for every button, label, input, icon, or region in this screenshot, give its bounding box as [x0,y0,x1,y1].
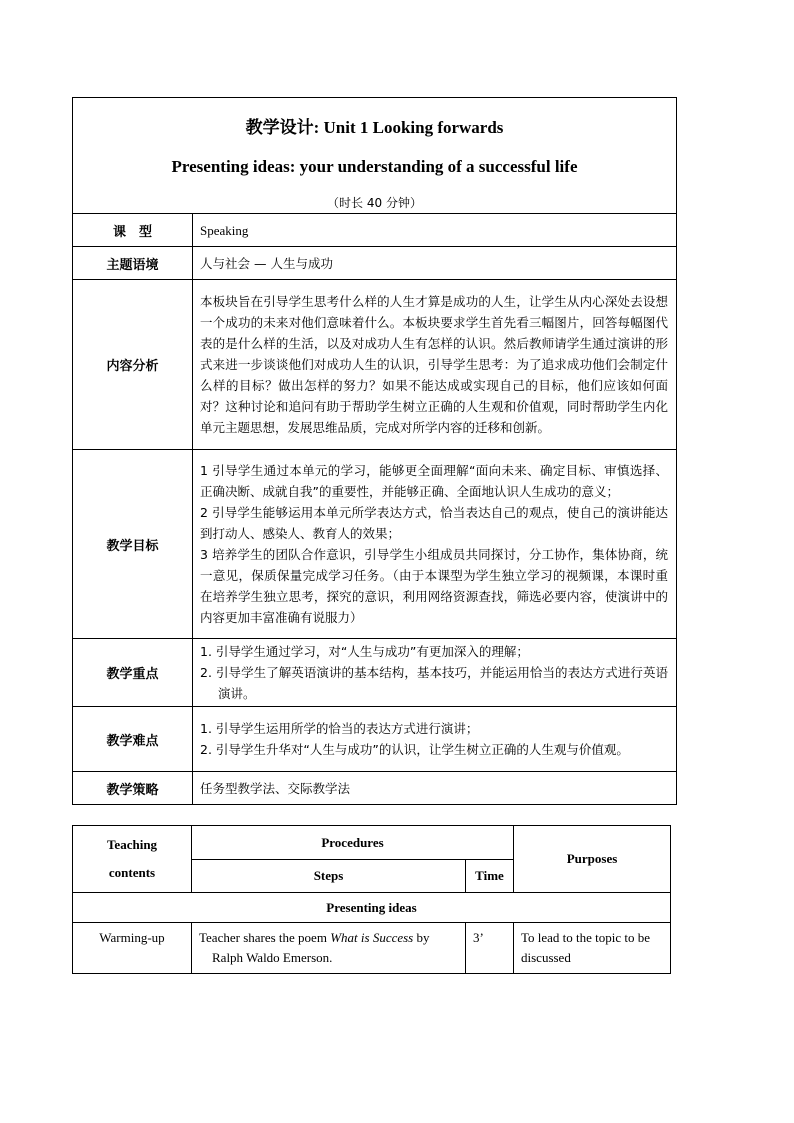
steps-author: Ralph Waldo Emerson. [212,950,333,965]
objective-item: 3 培养学生的团队合作意识，引导学生小组成员共同探讨，分工协作，集体协商，统一意见，保质保量完成学习任务。（由于本课型为学生独立学习的视频课，本课时重在培养学生独立思考，探究的意识，利用网络资源查找，筛选必要内容，使演讲中的内容更加丰富准确有说服力） [200,547,669,625]
value-theme-context: 人与社会 — 人生与成功 [193,247,677,280]
row-time: 3’ [466,923,514,974]
duration-note: （时长 40 分钟） [327,195,422,210]
title-block [73,98,677,214]
poem-title: What is Success [330,930,414,945]
value-content-analysis [193,280,677,450]
label-difficult-points: 教学难点 [73,707,193,772]
steps-text: Teacher shares the poem [199,930,331,945]
lesson-info-table [72,97,677,805]
label-theme-context: 主题语境 [73,247,193,280]
label-teaching-strategy: 教学策略 [73,772,193,805]
label-lesson-type: 课 型 [73,214,193,247]
objective-item: 1 引导学生通过本单元的学习，能够更全面理解“面向未来、确定目标、审慎选择、正确决断、成就自我”的重要性，并能够正确、全面地认识人生成功的意义； [200,463,669,499]
key-point-item: 1. 引导学生通过学习，对“人生与成功”有更加深入的理解； [200,644,529,659]
content-analysis-text: 本板块旨在引导学生思考什么样的人生才算是成功的人生，让学生从内心深处去设想一个成功的未来对他们意味着什么。本板块要求学生首先看三幅图片，回答每幅图代表的是什么样的生活，以及对成功人生有怎样的认识。然后教师请学生通过演讲的形式来进一步谈谈他们对成功人生的认识，引导学生思考：为了追求成功他们会制定什么样的目标？做出怎样的努力？如果不能达成或实现自己的目标，他们应该如何面对？这种讨论和追问有助于帮助学生树立正确的人生观和价值观，同时帮助学生内化单元主题思想，发展思维品质，完成对所学内容的迁移和创新。 [200,294,669,435]
row-teaching-content: Warming-up [73,923,192,974]
difficult-point-item: 1. 引导学生运用所学的恰当的表达方式进行演讲； [200,721,479,736]
header-teaching-line1: Teaching [106,837,158,852]
page-subtitle: Presenting ideas: your understanding of a successful life [171,156,578,176]
key-point-item: 2. 引导学生了解英语演讲的基本结构，基本技巧，并能运用恰当的表达方式进行英语演讲。 [200,665,669,701]
table-row [73,923,671,974]
row-key-points [73,639,677,707]
difficult-point-item: 2. 引导学生升华对“人生与成功”的认识，让学生树立正确的人生观与价值观。 [200,742,629,757]
row-teaching-objectives [73,450,677,639]
header-purposes: Purposes [514,826,671,893]
row-content-analysis [73,280,677,450]
row-purpose: To lead to the topic to be discussed [514,923,671,974]
header-teaching-contents [73,826,192,893]
section-presenting-ideas: Presenting ideas [73,893,671,923]
steps-text-end: by [413,930,430,945]
label-key-points: 教学重点 [73,639,193,707]
row-teaching-strategy [73,772,677,805]
row-theme-context [73,247,677,280]
value-difficult-points [193,707,677,772]
row-lesson-type [73,214,677,247]
label-teaching-objectives: 教学目标 [73,450,193,639]
value-lesson-type: Speaking [193,214,677,247]
page-title: 教学设计: Unit 1 Looking forwards [245,117,504,137]
procedures-table [72,825,671,974]
header-steps: Steps [192,860,466,893]
header-time: Time [466,860,514,893]
row-difficult-points [73,707,677,772]
value-key-points [193,639,677,707]
row-steps [192,923,466,974]
objective-item: 2 引导学生能够运用本单元所学表达方式，恰当表达自己的观点，使自己的演讲能达到打动人、感染人、教育人的效果； [200,505,669,541]
value-teaching-strategy: 任务型教学法、交际教学法 [193,772,677,805]
header-procedures: Procedures [192,826,514,860]
header-teaching-line2: contents [108,865,156,880]
label-content-analysis: 内容分析 [73,280,193,450]
value-teaching-objectives [193,450,677,639]
